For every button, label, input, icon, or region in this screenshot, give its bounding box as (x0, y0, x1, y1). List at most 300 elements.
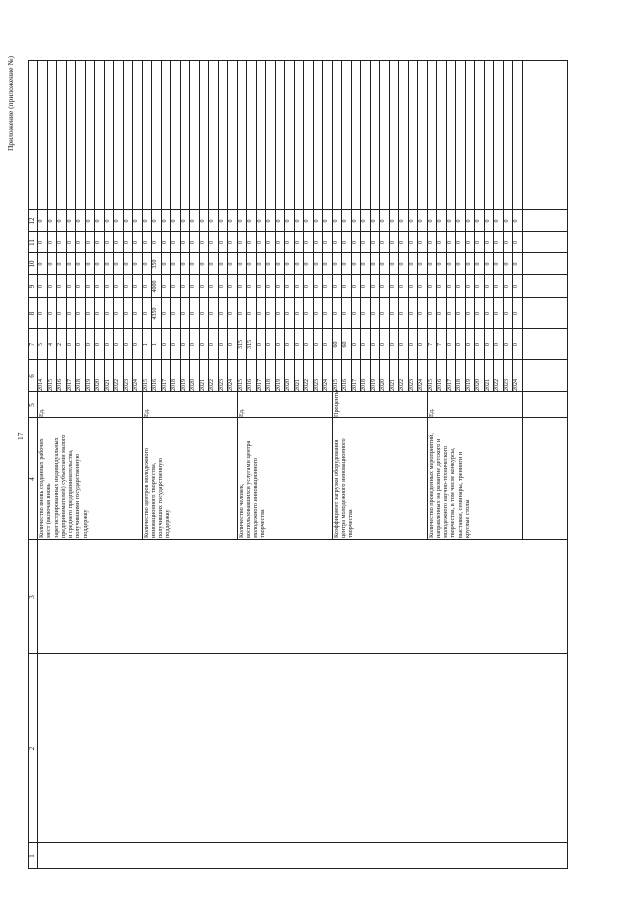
value-cell: 0 (323, 285, 329, 288)
value-cell: 0 (313, 262, 320, 266)
value-cell: 0 (190, 343, 196, 346)
year-cell: 2022 (209, 379, 215, 391)
value-cell: 0 (256, 241, 263, 244)
value-cell: 0 (266, 285, 272, 288)
value-cell: 0 (427, 262, 434, 266)
value-cell: 0 (218, 241, 225, 244)
value-cell: 0 (275, 285, 282, 288)
value-cell: 0 (332, 262, 339, 266)
value-cell: 0 (456, 312, 462, 315)
value-cell: 0 (275, 343, 282, 346)
value-cell: 0 (418, 241, 424, 244)
value-cell: 0 (294, 219, 301, 223)
value-cell: 0 (256, 285, 263, 288)
value-cell: 0 (380, 219, 386, 223)
value-cell: 0 (123, 312, 130, 315)
value-cell: 0 (513, 262, 519, 266)
year-cell: 2016 (342, 379, 348, 391)
value-cell: 0 (494, 219, 500, 223)
value-cell: 0 (513, 343, 519, 346)
value-cell: 0 (180, 312, 187, 315)
value-cell: 0 (85, 343, 92, 346)
value-cell: 0 (389, 312, 396, 315)
value-cell: 0 (228, 241, 234, 244)
value-cell: 0 (133, 285, 139, 288)
value-cell: 0 (47, 241, 54, 244)
value-cell: 0 (190, 262, 196, 266)
value-cell: 0 (66, 312, 73, 315)
value-cell: 0 (275, 262, 282, 266)
year-cell: 2024 (418, 379, 424, 391)
value-cell: 0 (171, 312, 177, 315)
value-cell: 0 (304, 219, 310, 223)
value-cell: 0 (370, 241, 377, 244)
year-cell: 2023 (313, 379, 320, 391)
value-cell: 0 (199, 312, 206, 315)
value-cell: 0 (57, 219, 63, 223)
value-cell: 0 (95, 312, 101, 315)
value-cell: 0 (76, 285, 82, 288)
value-cell: 0 (446, 219, 453, 223)
value-cell: 0 (323, 262, 329, 266)
value-cell: 0 (437, 241, 443, 244)
value-cell: 0 (161, 219, 168, 223)
value-cell: 0 (133, 343, 139, 346)
value-cell: 0 (114, 312, 120, 315)
value-cell: 0 (380, 343, 386, 346)
value-cell: 0 (399, 241, 405, 244)
year-cell: 2015 (47, 379, 54, 391)
value-cell: 0 (256, 219, 263, 223)
value-cell: 0 (285, 241, 291, 244)
year-cell: 2022 (114, 379, 120, 391)
value-cell: 0 (104, 262, 111, 266)
value-cell: 0 (380, 241, 386, 244)
value-cell: 0 (247, 262, 253, 266)
value-cell: 0 (180, 343, 187, 346)
year-cell: 2018 (456, 379, 462, 391)
value-cell: 0 (237, 262, 244, 266)
column-divider (28, 653, 568, 654)
value-cell: 0 (228, 312, 234, 315)
value-cell: 0 (427, 312, 434, 315)
value-cell: 0 (427, 285, 434, 288)
value-cell: 0 (484, 285, 491, 288)
value-cell: 0 (475, 285, 481, 288)
year-cell: 2018 (171, 379, 177, 391)
value-cell: 0 (513, 219, 519, 223)
value-cell: 0 (247, 219, 253, 223)
column-header-11: 11 (28, 239, 36, 246)
value-cell: 315 (247, 340, 253, 349)
column-header-1: 1 (28, 854, 36, 858)
value-cell: 0 (418, 285, 424, 288)
table-frame (28, 60, 568, 869)
value-cell: 0 (313, 219, 320, 223)
indicator-name: Количество человек, воспользовавшихся услугами центра молодежного инновационного творчества (237, 440, 267, 538)
value-cell: 0 (199, 343, 206, 346)
value-cell: 0 (47, 219, 54, 223)
unit-label: Проценты (332, 390, 340, 417)
value-cell: 0 (294, 343, 301, 346)
value-cell: 0 (370, 219, 377, 223)
value-cell: 0 (503, 343, 510, 346)
value-cell: 0 (418, 262, 424, 266)
value-cell: 0 (437, 262, 443, 266)
value-cell: 0 (256, 343, 263, 346)
value-cell: 0 (85, 241, 92, 244)
value-cell: 350 (152, 259, 158, 269)
value-cell: 0 (247, 312, 253, 315)
value-cell: 0 (342, 262, 348, 266)
value-cell: 0 (190, 312, 196, 315)
value-cell: 0 (199, 219, 206, 223)
value-cell: 0 (152, 241, 158, 244)
value-cell: 0 (437, 312, 443, 315)
value-cell: 0 (361, 343, 367, 346)
value-cell: 0 (513, 285, 519, 288)
value-cell: 0 (503, 241, 510, 244)
value-cell: 0 (285, 285, 291, 288)
value-cell: 0 (484, 219, 491, 223)
value-cell: 0 (351, 262, 358, 266)
year-cell: 2020 (285, 379, 291, 391)
value-cell: 0 (342, 312, 348, 315)
value-cell: 2 (57, 343, 63, 346)
value-cell: 0 (266, 241, 272, 244)
value-cell: 0 (114, 262, 120, 266)
value-cell: 0 (247, 241, 253, 244)
value-cell: 0 (66, 241, 73, 244)
value-cell: 0 (456, 285, 462, 288)
year-cell: 2020 (190, 379, 196, 391)
value-cell: 0 (114, 219, 120, 223)
value-cell: 0 (389, 343, 396, 346)
value-cell: 0 (351, 241, 358, 244)
value-cell: 0 (133, 262, 139, 266)
value-cell: 0 (465, 343, 472, 346)
value-cell: 0 (237, 285, 244, 288)
value-cell: 0 (161, 312, 168, 315)
value-cell: 0 (76, 343, 82, 346)
value-cell: 0 (209, 241, 215, 244)
value-cell: 0 (484, 241, 491, 244)
value-cell: 0 (456, 219, 462, 223)
value-cell: 0 (228, 285, 234, 288)
value-cell: 0 (247, 285, 253, 288)
value-cell: 0 (475, 219, 481, 223)
value-cell: 0 (190, 241, 196, 244)
value-cell: 0 (114, 343, 120, 346)
value-cell: 0 (142, 262, 149, 266)
value-cell: 0 (180, 241, 187, 244)
value-cell: 0 (389, 241, 396, 244)
year-cell: 2019 (465, 379, 472, 391)
value-cell: 5 (38, 343, 44, 346)
value-cell: 0 (57, 285, 63, 288)
column-header-6: 6 (28, 374, 36, 378)
value-cell: 0 (171, 262, 177, 266)
column-header-7: 7 (28, 342, 36, 347)
value-cell: 0 (361, 285, 367, 288)
value-cell: 0 (446, 343, 453, 346)
value-cell: 0 (475, 262, 481, 266)
value-cell: 0 (237, 312, 244, 315)
indicator-name: Количество центров молодежного инновационного творчества, получивших государственную поддержку (142, 448, 172, 538)
value-cell: 0 (123, 262, 130, 266)
year-cell: 2024 (228, 379, 234, 391)
value-cell: 60 (332, 341, 339, 348)
value-cell: 4000 (152, 280, 158, 293)
value-cell: 0 (351, 219, 358, 223)
value-cell: 0 (370, 343, 377, 346)
value-cell: 0 (494, 262, 500, 266)
value-cell: 0 (361, 262, 367, 266)
column-header-8: 8 (28, 311, 36, 316)
value-cell: 0 (218, 262, 225, 266)
value-cell: 0 (66, 343, 73, 346)
year-cell: 2016 (57, 379, 63, 391)
value-cell: 0 (332, 241, 339, 244)
value-cell: 0 (294, 262, 301, 266)
year-cell: 2023 (218, 379, 225, 391)
value-cell: 0 (133, 219, 139, 223)
value-cell: 0 (237, 219, 244, 223)
value-cell: 0 (285, 312, 291, 315)
value-cell: 0 (266, 262, 272, 266)
value-cell: 0 (342, 219, 348, 223)
value-cell: 0 (446, 312, 453, 315)
value-cell: 0 (95, 241, 101, 244)
value-cell: 0 (76, 262, 82, 266)
indicator-name: Коэффициент загрузки оборудования центра молодежного инновационного творчества (332, 438, 355, 538)
value-cell: 0 (465, 241, 472, 244)
year-cell: 2021 (484, 379, 491, 391)
value-cell: 0 (190, 219, 196, 223)
value-cell: 0 (95, 262, 101, 266)
value-cell: 0 (123, 241, 130, 244)
year-cell: 2014 (38, 379, 44, 391)
year-cell: 2017 (66, 379, 73, 391)
value-cell: 0 (266, 312, 272, 315)
page-number: 17 (16, 432, 25, 440)
column-header-2: 2 (28, 746, 36, 751)
value-cell: 0 (76, 312, 82, 315)
value-cell: 0 (408, 285, 415, 288)
year-cell: 2024 (133, 379, 139, 391)
value-cell: 0 (142, 219, 149, 223)
value-cell: 0 (256, 262, 263, 266)
value-cell: 0 (494, 241, 500, 244)
value-cell: 0 (218, 343, 225, 346)
value-cell: 0 (475, 343, 481, 346)
value-cell: 0 (104, 219, 111, 223)
value-cell: 0 (275, 312, 282, 315)
value-cell: 0 (503, 285, 510, 288)
value-cell: 0 (256, 312, 263, 315)
value-cell: 0 (142, 285, 149, 288)
year-cell: 2023 (408, 379, 415, 391)
year-cell: 2016 (437, 379, 443, 391)
value-cell: 0 (418, 312, 424, 315)
value-cell: 0 (323, 241, 329, 244)
value-cell: 0 (161, 343, 168, 346)
column-header-row (28, 60, 37, 869)
year-cell: 2019 (180, 379, 187, 391)
value-cell: 0 (180, 262, 187, 266)
value-cell: 0 (304, 262, 310, 266)
value-cell: 0 (47, 285, 54, 288)
value-cell: 0 (114, 285, 120, 288)
value-cell: 0 (408, 219, 415, 223)
value-cell: 0 (437, 219, 443, 223)
value-cell: 0 (342, 285, 348, 288)
value-cell: 0 (171, 343, 177, 346)
value-cell: 0 (494, 343, 500, 346)
value-cell: 4 (47, 343, 54, 346)
year-cell: 2018 (266, 379, 272, 391)
column-header-3: 3 (28, 595, 36, 599)
block-divider (522, 60, 523, 540)
year-cell: 2023 (123, 379, 130, 391)
value-cell: 0 (313, 285, 320, 288)
value-cell: 0 (104, 285, 111, 288)
value-cell: 0 (38, 285, 44, 288)
value-cell: 0 (389, 219, 396, 223)
value-cell: 0 (152, 219, 158, 223)
year-cell: 2015 (332, 379, 339, 391)
value-cell: 0 (304, 312, 310, 315)
value-cell: 0 (38, 312, 44, 315)
indicator-name: Количество проведенных мероприятий, направленных на развитие детского и молодежного научно-технического творчества, в том числе конкурсы, выставки, семинары, тренинги и круглые столы (427, 433, 471, 538)
value-cell: 0 (85, 312, 92, 315)
value-cell: 0 (199, 285, 206, 288)
year-cell: 2023 (503, 379, 510, 391)
value-cell: 7 (437, 343, 443, 346)
value-cell: 0 (456, 343, 462, 346)
value-cell: 0 (313, 343, 320, 346)
value-cell: 0 (465, 219, 472, 223)
value-cell: 0 (389, 262, 396, 266)
unit-label: Ед. (38, 408, 45, 417)
value-cell: 0 (161, 262, 168, 266)
value-cell: 0 (408, 241, 415, 244)
value-cell: 0 (209, 312, 215, 315)
value-cell: 0 (180, 285, 187, 288)
value-cell: 0 (513, 241, 519, 244)
year-cell: 2017 (446, 379, 453, 391)
value-cell: 0 (332, 219, 339, 223)
value-cell: 1 (142, 343, 149, 346)
value-cell: 0 (285, 219, 291, 223)
value-cell: 0 (104, 343, 111, 346)
column-divider (28, 539, 568, 540)
value-cell: 0 (494, 285, 500, 288)
value-cell: 0 (228, 343, 234, 346)
value-cell: 0 (323, 312, 329, 315)
value-cell: 0 (399, 312, 405, 315)
value-cell: 0 (38, 241, 44, 244)
value-cell: 0 (427, 219, 434, 223)
value-cell: 0 (361, 312, 367, 315)
value-cell: 0 (456, 241, 462, 244)
value-cell: 0 (218, 312, 225, 315)
value-cell: 0 (323, 343, 329, 346)
value-cell: 0 (285, 343, 291, 346)
year-cell: 2017 (256, 379, 263, 391)
value-cell: 0 (57, 262, 63, 266)
value-cell: 0 (370, 312, 377, 315)
year-cell: 2020 (95, 379, 101, 391)
year-cell: 2024 (513, 379, 519, 391)
value-cell: 0 (323, 219, 329, 223)
value-cell: 0 (123, 219, 130, 223)
value-cell: 0 (465, 262, 472, 266)
value-cell: 0 (123, 343, 130, 346)
value-cell: 0 (313, 241, 320, 244)
value-cell: 0 (161, 241, 168, 244)
value-cell: 0 (76, 241, 82, 244)
value-cell: 0 (85, 262, 92, 266)
column-divider (28, 417, 568, 418)
year-cell: 2019 (370, 379, 377, 391)
value-cell: 0 (142, 312, 149, 315)
value-cell: 0 (342, 241, 348, 244)
value-cell: 0 (294, 285, 301, 288)
value-cell: 0 (418, 343, 424, 346)
value-cell: 0 (427, 241, 434, 244)
value-cell: 0 (95, 285, 101, 288)
column-header-5: 5 (28, 403, 36, 407)
value-cell: 0 (218, 285, 225, 288)
year-cell: 2016 (247, 379, 253, 391)
unit-label: Ед. (427, 408, 435, 417)
value-cell: 0 (218, 219, 225, 223)
value-cell: 0 (104, 241, 111, 244)
value-cell: 0 (237, 241, 244, 244)
value-cell: 0 (465, 285, 472, 288)
year-cell: 2019 (85, 379, 92, 391)
value-cell: 0 (399, 262, 405, 266)
year-cell: 2017 (351, 379, 358, 391)
value-cell: 0 (266, 219, 272, 223)
value-cell: 0 (380, 285, 386, 288)
value-cell: 0 (304, 241, 310, 244)
year-cell: 2015 (237, 379, 244, 391)
value-cell: 0 (408, 262, 415, 266)
value-cell: 0 (503, 219, 510, 223)
value-cell: 0 (47, 312, 54, 315)
column-header-4: 4 (28, 477, 36, 481)
value-cell: 0 (513, 312, 519, 315)
value-cell: 0 (408, 343, 415, 346)
value-cell: 0 (285, 262, 291, 266)
year-cell: 2021 (389, 379, 396, 391)
value-cell: 0 (47, 262, 54, 266)
value-cell: 0 (484, 262, 491, 266)
value-cell: 0 (503, 312, 510, 315)
value-cell: 315 (237, 340, 244, 349)
value-cell: 0 (104, 312, 111, 315)
value-cell: 0 (209, 219, 215, 223)
column-divider (28, 842, 568, 843)
value-cell: 0 (66, 219, 73, 223)
value-cell: 0 (446, 241, 453, 244)
value-cell: 0 (95, 343, 101, 346)
value-cell: 0 (294, 312, 301, 315)
value-cell: 0 (370, 285, 377, 288)
year-cell: 2020 (475, 379, 481, 391)
